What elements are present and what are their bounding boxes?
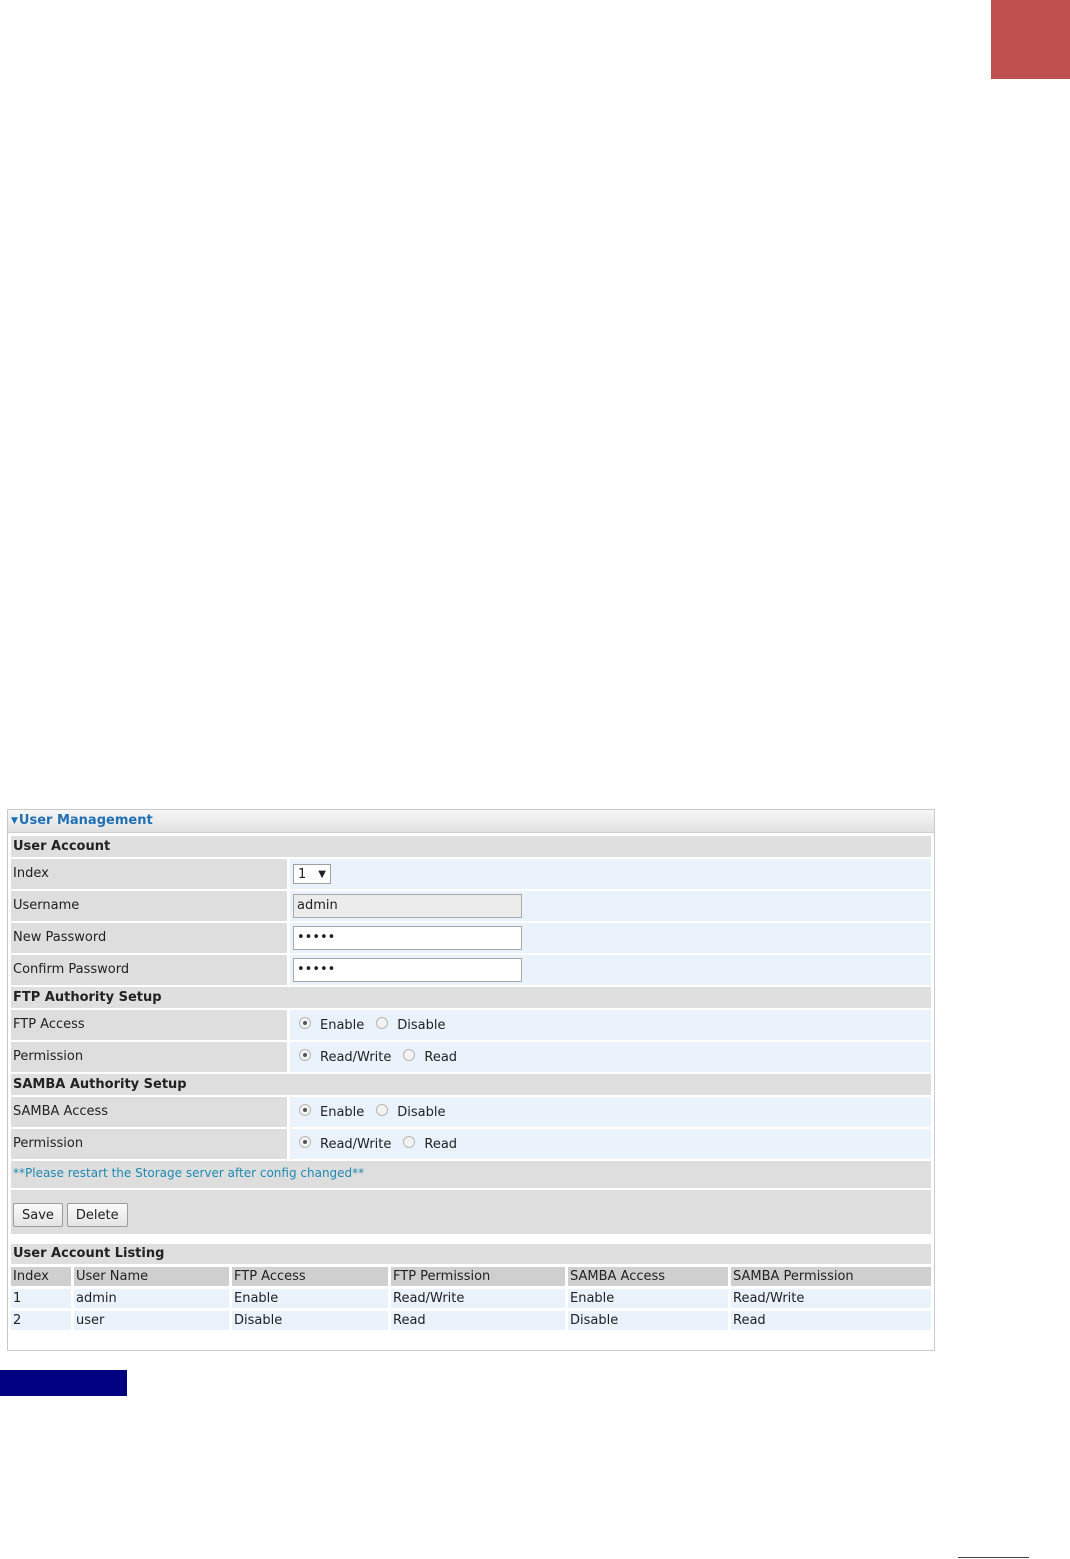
samba-read-radio[interactable]: [403, 1136, 415, 1148]
section-user-account: User Account: [11, 836, 931, 857]
col-user-name: User Name: [74, 1267, 229, 1286]
index-row: [11, 859, 931, 889]
row-samba-permission: Read/Write: [731, 1289, 931, 1308]
ftp-readwrite-label: Read/Write: [320, 1049, 392, 1065]
collapse-triangle-icon[interactable]: ▼: [11, 816, 18, 826]
col-index: Index: [11, 1267, 71, 1286]
row-ftp-access: Enable: [232, 1289, 388, 1308]
col-ftp-access: FTP Access: [232, 1267, 388, 1286]
new-password-input[interactable]: •••••: [293, 926, 522, 950]
row-ftp-permission: Read/Write: [391, 1289, 565, 1308]
new-password-label: New Password: [11, 923, 287, 953]
row-samba-access: Enable: [568, 1289, 728, 1308]
index-select[interactable]: [293, 864, 331, 884]
corner-color-tab: [991, 0, 1070, 79]
row-ftp-permission: Read: [391, 1311, 565, 1330]
row-ftp-access: Disable: [232, 1311, 388, 1330]
listing-title: User Account Listing: [11, 1244, 931, 1264]
index-select-value: 1: [298, 866, 307, 882]
samba-access-row: [11, 1097, 931, 1127]
ftp-access-label: FTP Access: [11, 1010, 287, 1040]
ftp-read-label: Read: [424, 1049, 458, 1065]
username-row: [11, 891, 931, 921]
col-samba-access: SAMBA Access: [568, 1267, 728, 1286]
samba-permission-label: Permission: [11, 1129, 287, 1159]
samba-readwrite-radio[interactable]: [299, 1136, 311, 1148]
row-user-name: user: [74, 1311, 229, 1330]
samba-disable-radio[interactable]: [376, 1104, 388, 1116]
panel-header[interactable]: [8, 810, 934, 833]
ftp-disable-radio[interactable]: [376, 1017, 388, 1029]
dropdown-arrow-icon: ▼: [318, 868, 326, 880]
ftp-permission-row: [11, 1042, 931, 1072]
row-samba-access: Disable: [568, 1311, 728, 1330]
col-samba-permission: SAMBA Permission: [731, 1267, 931, 1286]
confirm-password-label: Confirm Password: [11, 955, 287, 985]
confirm-password-row: [11, 955, 931, 985]
user-management-panel: [7, 809, 935, 1351]
samba-enable-radio[interactable]: [299, 1104, 311, 1116]
samba-readwrite-label: Read/Write: [320, 1136, 392, 1152]
button-bar: [11, 1190, 931, 1234]
new-password-row: [11, 923, 931, 953]
index-label: Index: [11, 859, 287, 889]
row-index: 2: [11, 1311, 71, 1330]
ftp-disable-label: Disable: [397, 1017, 446, 1033]
delete-button[interactable]: Delete: [67, 1203, 128, 1227]
col-ftp-permission: FTP Permission: [391, 1267, 565, 1286]
ftp-enable-label: Enable: [320, 1017, 365, 1033]
section-ftp: FTP Authority Setup: [11, 987, 931, 1008]
samba-read-label: Read: [424, 1136, 458, 1152]
listing-header-row: [11, 1267, 931, 1286]
ftp-enable-radio[interactable]: [299, 1017, 311, 1029]
confirm-password-input[interactable]: •••••: [293, 958, 522, 982]
restart-notice: **Please restart the Storage server after config changed**: [11, 1161, 931, 1188]
footer-rule: [958, 1557, 1029, 1558]
username-label: Username: [11, 891, 287, 921]
ftp-permission-label: Permission: [11, 1042, 287, 1072]
caption-bar: [0, 1370, 127, 1396]
user-account-listing-table: [8, 1264, 934, 1333]
ftp-readwrite-radio[interactable]: [299, 1049, 311, 1061]
row-index: 1: [11, 1289, 71, 1308]
samba-access-label: SAMBA Access: [11, 1097, 287, 1127]
section-samba: SAMBA Authority Setup: [11, 1074, 931, 1095]
panel-title: User Management: [18, 813, 153, 828]
samba-enable-label: Enable: [320, 1104, 365, 1120]
table-row: [11, 1289, 931, 1308]
save-button[interactable]: Save: [13, 1203, 63, 1227]
table-row: [11, 1311, 931, 1330]
row-user-name: admin: [74, 1289, 229, 1308]
samba-permission-row: [11, 1129, 931, 1159]
samba-disable-label: Disable: [397, 1104, 446, 1120]
ftp-access-row: [11, 1010, 931, 1040]
username-input[interactable]: admin: [293, 894, 522, 918]
ftp-read-radio[interactable]: [403, 1049, 415, 1061]
row-samba-permission: Read: [731, 1311, 931, 1330]
